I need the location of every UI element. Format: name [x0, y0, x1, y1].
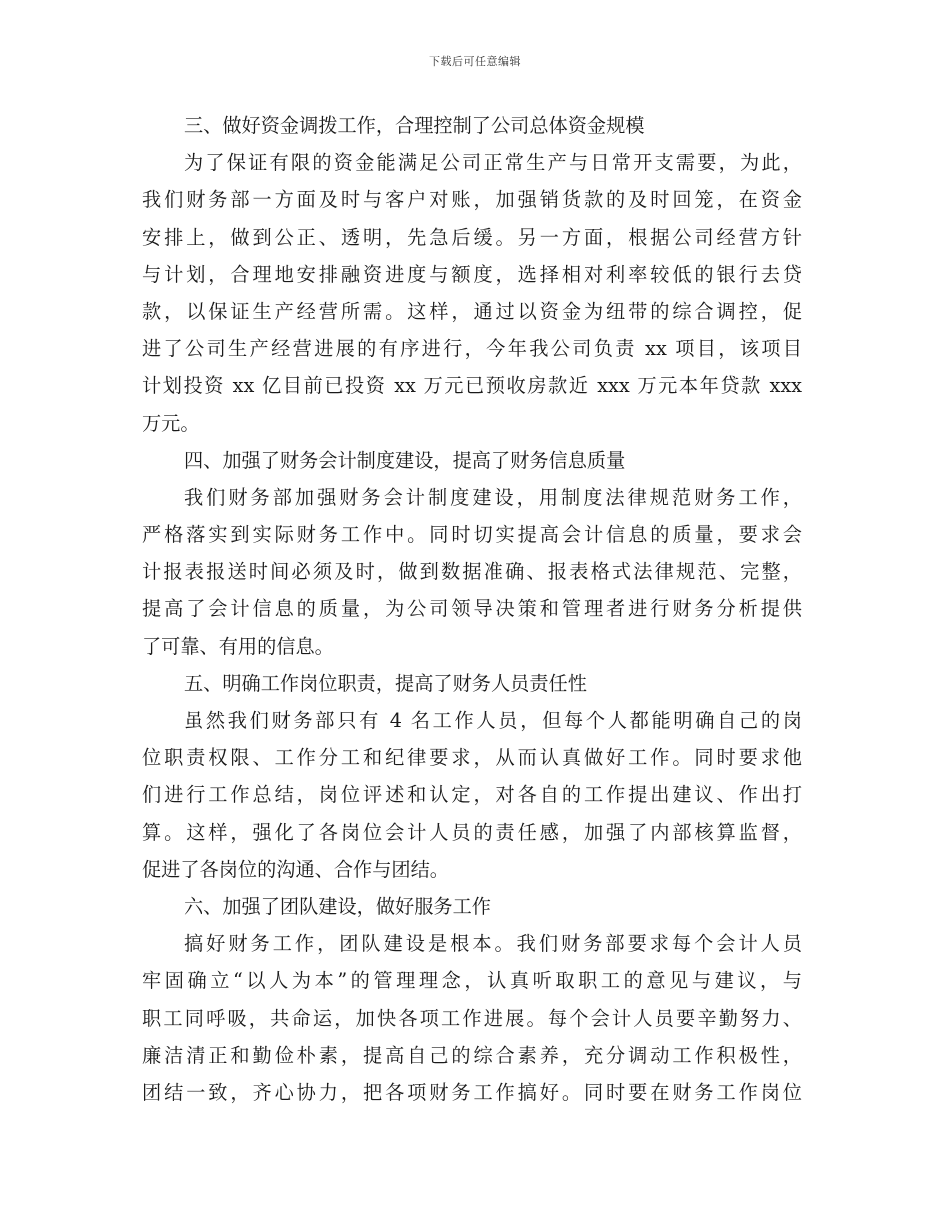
paragraph-line: 我们财务部一方面及时与客户对账，加强销货款的及时回笼，在资金 [142, 188, 802, 212]
paragraph-line: 虽然我们财务部只有 4 名工作人员，但每个人都能明确自己的岗 [184, 709, 802, 732]
paragraph-line: 严格落实到实际财务工作中。同时切实提高会计信息的质量，要求会 [142, 523, 802, 547]
section-heading: 五、明确工作岗位职责，提高了财务人员责任性 [184, 671, 587, 695]
paragraph-line: 计报表报送时间必须及时，做到数据准确、报表格式法律规范、完整， [142, 560, 802, 584]
paragraph-line: 计划投资 xx 亿目前已投资 xx 万元已预收房款近 xxx 万元本年贷款 xxx [142, 374, 802, 398]
paragraph-line: 团结一致，齐心协力，把各项财务工作搞好。同时要在财务工作岗位 [142, 1080, 802, 1104]
paragraph-line: 为了保证有限的资金能满足公司正常生产与日常开支需要，为此， [184, 151, 802, 175]
paragraph-line: 位职责权限、工作分工和纪律要求，从而认真做好工作。同时要求他 [142, 746, 802, 770]
paragraph-line: 与计划，合理地安排融资进度与额度，选择相对利率较低的银行去贷 [142, 262, 802, 286]
section-heading: 六、加强了团队建设，做好服务工作 [184, 894, 491, 918]
paragraph-line: 廉洁清正和勤俭朴素，提高自己的综合素养，充分调动工作积极性， [142, 1043, 802, 1067]
paragraph-line: 算。这样，强化了各岗位会计人员的责任感，加强了内部核算监督， [142, 820, 802, 844]
section-heading: 四、加强了财务会计制度建设，提高了财务信息质量 [184, 448, 626, 472]
document-body [142, 107, 802, 1111]
paragraph-line: 万元。 [142, 411, 200, 435]
paragraph-line: 提高了会计信息的质量，为公司领导决策和管理者进行财务分析提供 [142, 597, 802, 621]
page-header: 下载后可任意编辑 [429, 55, 521, 68]
paragraph-line: 搞好财务工作，团队建设是根本。我们财务部要求每个会计人员 [184, 932, 802, 956]
paragraph-line: 安排上，做到公正、透明，先急后缓。另一方面，根据公司经营方针 [142, 225, 802, 249]
paragraph-line: 职工同呼吸，共命运，加快各项工作进展。每个会计人员要辛勤努力、 [142, 1006, 802, 1030]
section-heading: 三、做好资金调拨工作，合理控制了公司总体资金规模 [184, 114, 645, 137]
paragraph-line: 促进了各岗位的沟通、合作与团结。 [142, 857, 449, 881]
paragraph-line: 牢固确立“以人为本”的管理理念，认真听取职工的意见与建议，与 [142, 969, 802, 993]
paragraph-line: 们进行工作总结，岗位评述和认定，对各自的工作提出建议、作出打 [142, 783, 802, 807]
paragraph-line: 了可靠、有用的信息。 [142, 634, 334, 658]
paragraph-line: 款，以保证生产经营所需。这样，通过以资金为纽带的综合调控，促 [142, 299, 802, 323]
paragraph-line: 我们财务部加强财务会计制度建设，用制度法律规范财务工作， [184, 485, 802, 509]
paragraph-line: 进了公司生产经营进展的有序进行，今年我公司负责 xx 项目，该项目 [142, 337, 802, 361]
